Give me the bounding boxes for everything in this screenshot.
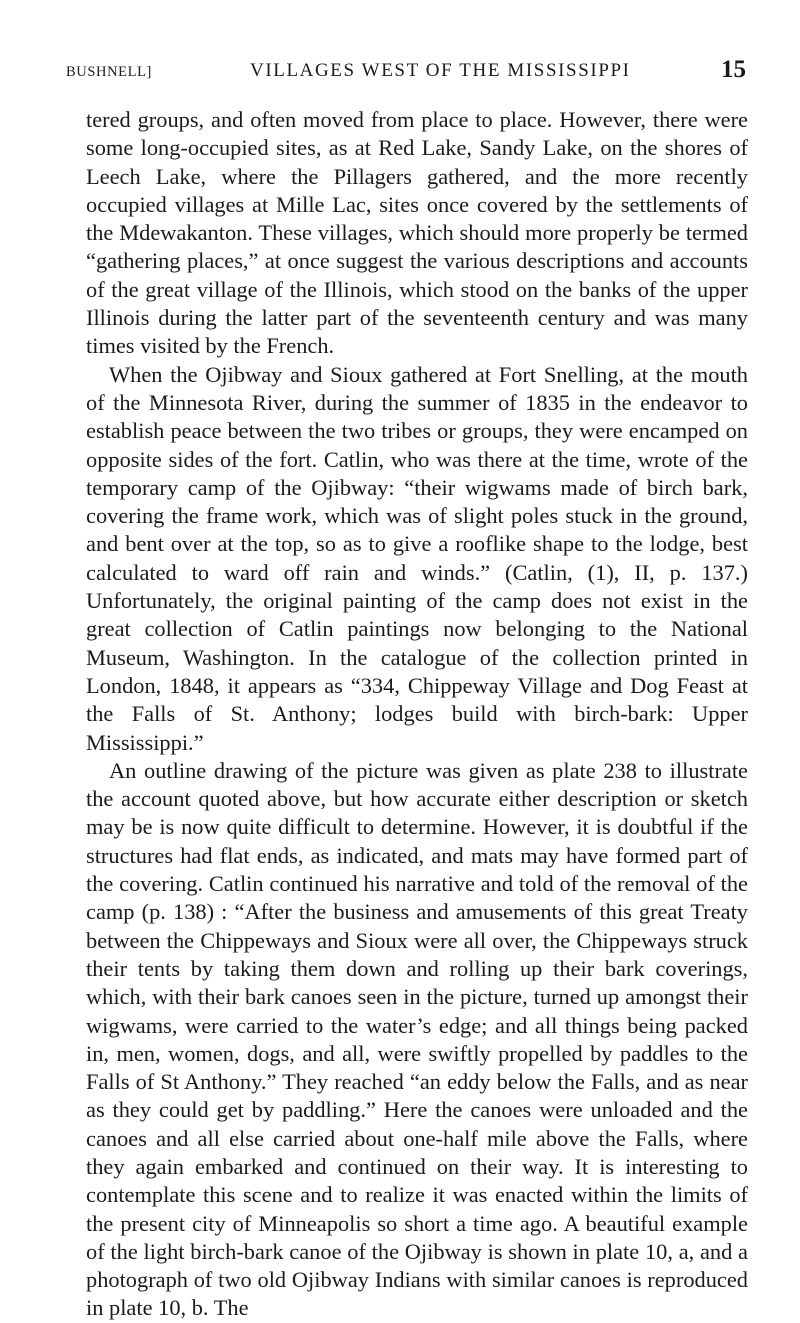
paragraph-3: An outline drawing of the picture was given as plate 238 to illustrate the account quoted above, but how accurate either description or sketch may be is now quite difficult to determine. However, it is doubtful if the structures had flat ends, as indicated, and mats may have formed part of the covering. Catlin continued his narrative and told of the removal of the camp (p. 138) : “After the business and amusements of this great Treaty between the Chippeways and Sioux were all over, the Chippeways struck their tents by taking them down and rolling up their bark coverings, which, with their bark canoes seen in the picture, turned up amongst their wigwams, were carried to the water’s edge; and all things being packed in, men, women, dogs, and all, were swiftly propelled by paddles to the Falls of St Anthony.” They reached “an eddy below the Falls, and as near as they could get by paddling.” Here the canoes were unloaded and the canoes and all else carried about one-half mile above the Falls, where they again embarked and continued on their way. It is interesting to contemplate this scene and to realize it was enacted within the limits of the present city of Minneapolis so short a time ago. A beautiful example of the light birch-bark canoe of the Ojibway is shown in plate 10, a, and a photograph of two old Ojibway Indians with similar canoes is reproduced in plate 10, b. The: [86, 757, 748, 1321]
page-number: 15: [721, 56, 746, 83]
body-text: [86, 106, 748, 1323]
paragraph-1: tered groups, and often moved from place to place. However, there were some long-occupied sites, as at Red Lake, Sandy Lake, on the shores of Leech Lake, where the Pillagers gathered, and the more recently occupied villages at Mille Lac, sites once covered by the settlements of the Mdewakanton. These villages, which should more properly be termed “gathering places,” at once suggest the various descriptions and accounts of the great village of the Illinois, which stood on the banks of the upper Illinois during the latter part of the seventeenth century and was many times visited by the French.: [86, 107, 748, 359]
paragraph-2: When the Ojibway and Sioux gathered at Fort Snelling, at the mouth of the Minnesota River, during the summer of 1835 in the endeavor to establish peace between the two tribes or groups, they were encamped on opposite sides of the fort. Catlin, who was there at the time, wrote of the temporary camp of the Ojibway: “their wigwams made of birch bark, covering the frame work, which was of slight poles stuck in the ground, and bent over at the top, so as to give a rooflike shape to the lodge, best calculated to ward off rain and winds.” (Catlin, (1), II, p. 137.) Unfortunately, the original painting of the camp does not exist in the great collection of Catlin paintings now belonging to the National Museum, Washington. In the catalogue of the collection printed in London, 1848, it appears as “334, Chippeway Village and Dog Feast at the Falls of St. Anthony; lodges build with birch-bark: Upper Mississippi.”: [86, 361, 748, 755]
chapter-title: VILLAGES WEST OF THE MISSISSIPPI: [250, 60, 631, 81]
running-head: [66, 58, 746, 88]
author-header: BUSHNELL]: [66, 64, 152, 80]
